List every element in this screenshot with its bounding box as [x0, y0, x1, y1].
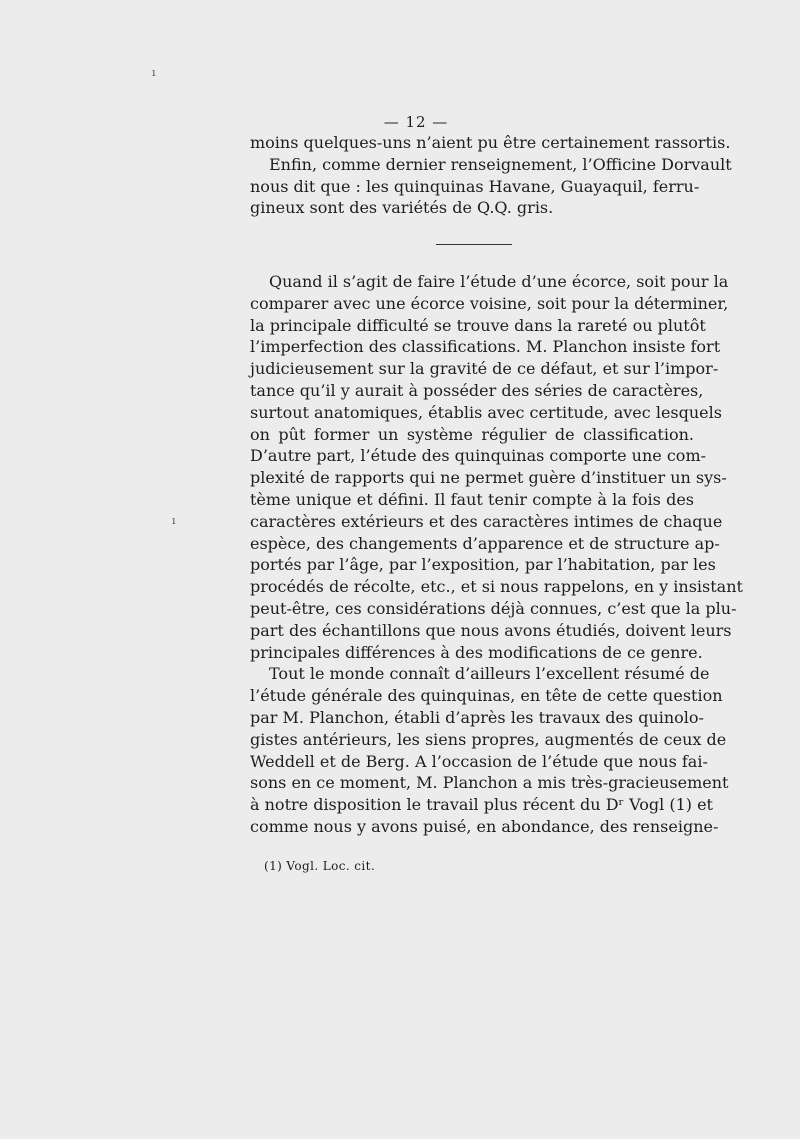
text-line: part des échantillons que nous avons étudiés, doivent leurs	[250, 620, 732, 640]
margin-speck: ı	[172, 514, 176, 527]
text-line: tance qu’il y aurait à posséder des séries de caractères,	[250, 380, 704, 400]
text-line: l’imperfection des classifications. M. Planchon insiste fort	[250, 337, 721, 357]
text-line: comme nous y avons puisé, en abondance, des renseigne-	[250, 816, 719, 836]
text-line: principales différences à des modifications de ce genre.	[250, 642, 703, 662]
text-line: espèce, des changements d’apparence et de structure ap-	[250, 533, 720, 553]
text-line: surtout anatomiques, établis avec certitude, avec lesquels	[250, 402, 722, 422]
text-line: comparer avec une écorce voisine, soit pour la déterminer,	[250, 293, 729, 313]
text-line: procédés de récolte, etc., et si nous rappelons, en y insistant	[250, 577, 743, 597]
text-line: Enfin, comme dernier renseignement, l’Officine Dorvault	[269, 154, 732, 174]
text-line: sons en ce moment, M. Planchon a mis très-gracieusement	[250, 773, 729, 793]
text-line: plexité de rapports qui ne permet guère d’instituer un sys-	[250, 468, 727, 488]
footnote: (1) Vogl. Loc. cit.	[264, 859, 376, 873]
page-number: — 12 —	[383, 113, 449, 131]
text-line: moins quelques-uns n’aient pu être certainement rassortis.	[250, 133, 731, 152]
text-line: par M. Planchon, établi d’après les travaux des quinolo-	[250, 707, 704, 727]
text-line: on pût former un système régulier de classification.	[250, 424, 694, 444]
text-line: Quand il s’agit de faire l’étude d’une écorce, soit pour la	[269, 272, 729, 291]
text-line: nous dit que : les quinquinas Havane, Guayaquil, ferru-	[250, 176, 700, 196]
text-line: judicieusement sur la gravité de ce défaut, et sur l’impor-	[250, 359, 719, 379]
text-line: portés par l’âge, par l’exposition, par l’habitation, par les	[250, 555, 716, 575]
text-line: D’autre part, l’étude des quinquinas comporte une com-	[250, 446, 707, 466]
continuation-paragraph	[250, 132, 732, 219]
paragraph-1	[250, 271, 743, 663]
text-line: gineux sont des variétés de Q.Q. gris.	[250, 198, 554, 218]
text-line: caractères extérieurs et des caractères intimes de chaque	[250, 511, 723, 531]
text-line: gistes antérieurs, les siens propres, augmentés de ceux de	[250, 729, 727, 749]
main-text	[250, 271, 743, 838]
text-line: l’étude générale des quinquinas, en tête de cette question	[250, 686, 723, 706]
paragraph-2	[250, 663, 729, 837]
text-line: Weddell et de Berg. A l’occasion de l’étude que nous fai-	[250, 751, 708, 771]
text-line: peut-être, ces considérations déjà connues, c’est que la plu-	[250, 598, 737, 618]
text-line: tème unique et défini. Il faut tenir compte à la fois des	[250, 489, 694, 509]
section-separator	[436, 244, 512, 245]
text-line: Tout le monde connaît d’ailleurs l’excellent résumé de	[269, 664, 710, 684]
text-line: la principale difficulté se trouve dans la rareté ou plutôt	[250, 315, 706, 335]
text-line: à notre disposition le travail plus récent du Dʳ Vogl (1) et	[250, 795, 713, 815]
margin-speck: ı	[152, 66, 156, 79]
